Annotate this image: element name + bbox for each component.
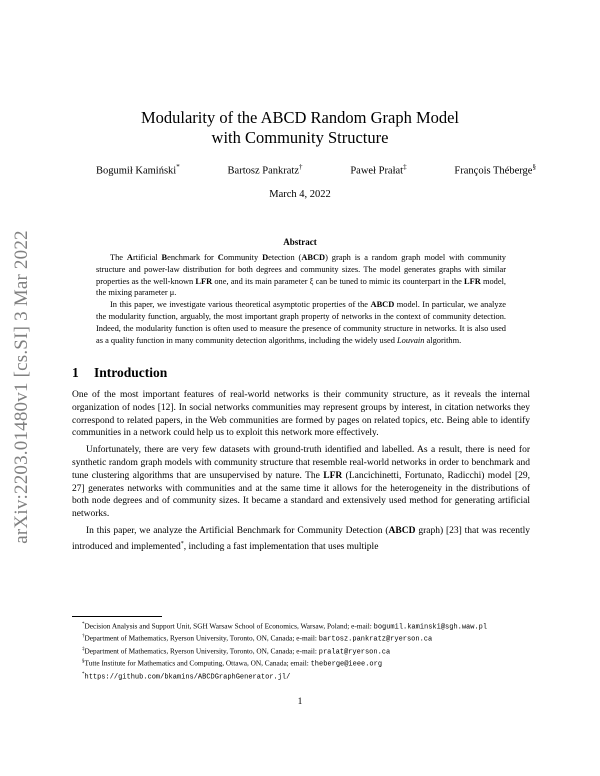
arxiv-id[interactable]: arXiv:2203.01480v1 [cs.SI] 3 Mar 2022 <box>11 230 32 544</box>
page-number: 1 <box>297 697 303 707</box>
body-paragraph: Unfortunately, there are very few datasets with ground-truth identified and labelled. As a result, there is need for synthetic random graph models with community structure that resemble real-world networks in order to benchmark and tune clustering algorithms that are unsupervised by nature. The LFR (Lancichinetti, Fortunato, Radicchi) model [29, 27] generates networks with communities and at the same time it allows for the heterogeneity in the distributions of both node degrees and of community sizes. It became a standard and extensively used method for generating artificial networks. <box>72 445 530 520</box>
arxiv-stamp <box>8 207 36 567</box>
author: François Théberge§ <box>454 163 536 177</box>
paper-date: March 4, 2022 <box>269 189 331 200</box>
section-heading-introduction <box>72 365 167 381</box>
section-title: Introduction <box>94 365 168 380</box>
url-link[interactable]: https://github.com/bkamins/ABCDGraphGenerator.jl/ <box>84 673 291 682</box>
abstract-heading: Abstract <box>283 237 317 247</box>
email-link[interactable]: bogumil.kaminski@sgh.waw.pl <box>373 623 488 632</box>
footnote-rule <box>72 616 162 617</box>
abstract-paragraph: In this paper, we investigate various theoretical asymptotic properties of the ABCD model. In particular, we analyze the modularity function, arguably, the most important graph property of networks in the context of community detection. Indeed, the modularity function is often used to measure the presence of community structure in networks. It is also used as a quality function in many community detection algorithms, including the widely used Louvain algorithm. <box>96 300 506 345</box>
title-line-2: with Community Structure <box>211 128 389 147</box>
author-list <box>96 163 536 177</box>
footnote: †Department of Mathematics, Ryerson University, Toronto, ON, Canada; e-mail: bartosz.pankratz@ryerson.ca <box>82 633 433 644</box>
author: Paweł Prałat‡ <box>350 163 407 177</box>
abstract-text <box>96 252 506 346</box>
section-number: 1 <box>72 365 79 380</box>
footnote: *https://github.com/bkamins/ABCDGraphGenerator.jl/ <box>82 671 291 682</box>
body-paragraph: In this paper, we analyze the Artificial Benchmark for Community Detection (ABCD graph) [23] that was recently introduced and implemented*, including a fast implementation that uses multiple <box>72 525 530 552</box>
title-line-1: Modularity of the ABCD Random Graph Model <box>140 108 460 127</box>
footnotes <box>72 620 530 682</box>
body-text <box>72 389 530 558</box>
author: Bartosz Pankratz† <box>227 163 303 177</box>
footnote: *Decision Analysis and Support Unit, SGH Warsaw School of Economics, Warsaw, Poland; e-mail: bogumil.kaminski@sgh.waw.pl <box>82 621 488 632</box>
abstract-paragraph: The Artificial Benchmark for Community Detection (ABCD) graph is a random graph model with community structure and power-law distribution for both degrees and community sizes. The model generates graphs with similar properties as the well-known LFR one, and its main parameter ξ can be tuned to mimic its counterpart in the LFR model, the mixing parameter μ. <box>96 253 506 298</box>
footnote: ‡Department of Mathematics, Ryerson University, Toronto, ON, Canada; e-mail: pralat@ryerson.ca <box>82 646 391 657</box>
body-paragraph: One of the most important features of real-world networks is their community structure, as it reveals the internal organization of nodes [12]. In social networks communities may represent groups by interest, in citation networks they correspond to related papers, in the Web communities are formed by pages on related topics, etc. Being able to identify communities in a network could help us to exploit this network more effectively. <box>72 390 530 439</box>
author: Bogumił Kamiński* <box>96 163 180 177</box>
paper-title <box>100 108 500 148</box>
footnote: §Tutte Institute for Mathematics and Computing, Ottawa, ON, Canada; email: theberge@ieee.org <box>82 658 383 669</box>
email-link[interactable]: bartosz.pankratz@ryerson.ca <box>318 635 433 644</box>
email-link[interactable]: theberge@ieee.org <box>310 660 383 669</box>
email-link[interactable]: pralat@ryerson.ca <box>318 648 391 657</box>
